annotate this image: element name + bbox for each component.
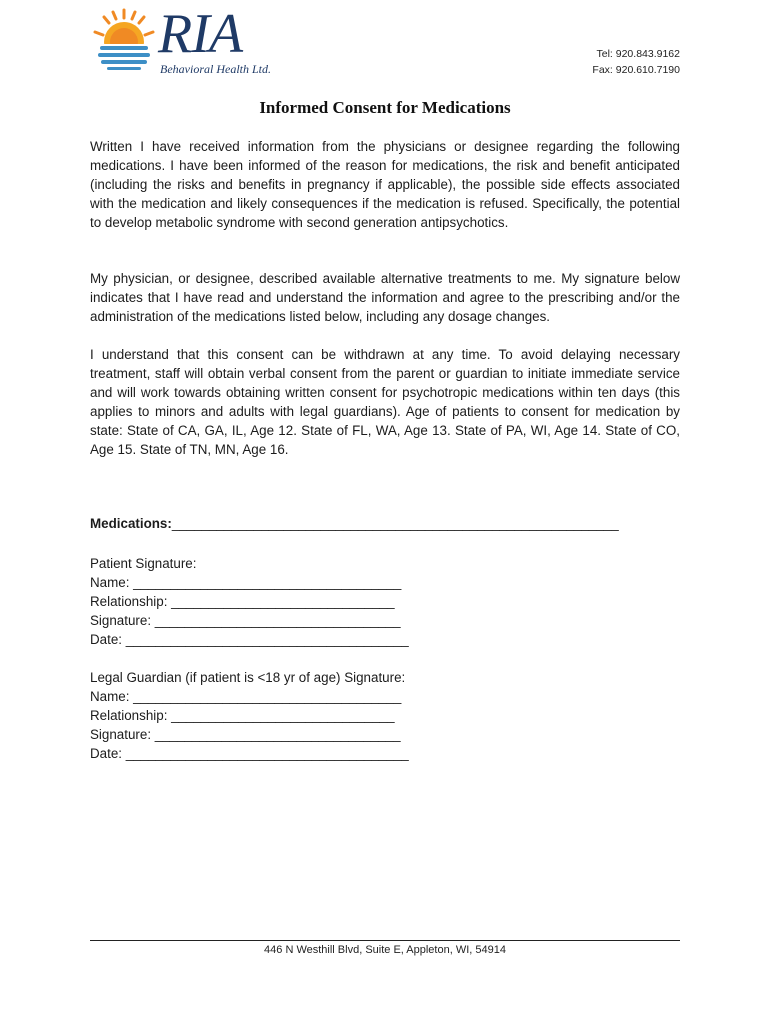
telephone: Tel: 920.843.9162 — [596, 48, 680, 60]
consent-paragraph-1: Written I have received information from the physicians or designee regarding the following medications. I have been informed of the reason for medications, the risk and benefit anticipated (including the risks and benefits in pregnancy if applicable), the possible side effects associated with the medication and likely consequences if the medication is refused. Specifically, the potential to develop metabolic syndrome with second generation antipsychotics. — [90, 139, 680, 230]
medications-field[interactable] — [90, 516, 619, 531]
fax: Fax: 920.610.7190 — [592, 64, 680, 76]
patient-name-field[interactable]: Name: ____________________________________ — [90, 575, 402, 590]
guardian-signature-field[interactable]: Signature: _________________________________ — [90, 727, 401, 742]
contact-info — [592, 46, 680, 78]
patient-signature-block — [90, 554, 409, 649]
guardian-name-field[interactable]: Name: ____________________________________ — [90, 689, 402, 704]
logo-wordmark: RIA — [158, 3, 243, 65]
patient-relationship-field[interactable]: Relationship: ______________________________ — [90, 594, 395, 609]
sun-over-water-icon — [92, 8, 156, 72]
footer-divider — [90, 940, 680, 941]
guardian-signature-heading: Legal Guardian (if patient is <18 yr of age) Signature: — [90, 670, 406, 685]
consent-paragraph-3: I understand that this consent can be withdrawn at any time. To avoid delaying necessary treatment, staff will obtain verbal consent from the parent or guardian to initiate immediate service and will work towards obtaining written consent for psychotropic medications within ten days (this applies to minors and adults with legal guardians). Age of patients to consent for medication by state: State of CA, GA, IL, Age 12. State of FL, WA, Age 13. State of PA, WI, Age 14. State of CO, Age 15. State of TN, MN, Age 16. — [90, 347, 680, 457]
medications-label: Medications: — [90, 516, 172, 531]
guardian-relationship-field[interactable]: Relationship: ______________________________ — [90, 708, 395, 723]
patient-signature-field[interactable]: Signature: _________________________________ — [90, 613, 401, 628]
footer-address: 446 N Westhill Blvd, Suite E, Appleton, WI, 54914 — [264, 944, 506, 956]
patient-date-field[interactable]: Date: ______________________________________ — [90, 632, 409, 647]
patient-signature-heading: Patient Signature: — [90, 556, 197, 571]
ria-logo — [92, 3, 282, 76]
page-title: Informed Consent for Medications — [259, 98, 511, 117]
logo-tagline: Behavioral Health Ltd. — [160, 62, 271, 76]
guardian-date-field[interactable]: Date: ______________________________________ — [90, 746, 409, 761]
medications-line[interactable]: ____________________________________________________________ — [171, 516, 619, 531]
guardian-signature-block — [90, 668, 409, 763]
consent-paragraph-2: My physician, or designee, described available alternative treatments to me. My signature below indicates that I have read and understand the information and agree to the prescribing and/or the administration of the medications listed below, including any dosage changes. — [90, 271, 680, 324]
